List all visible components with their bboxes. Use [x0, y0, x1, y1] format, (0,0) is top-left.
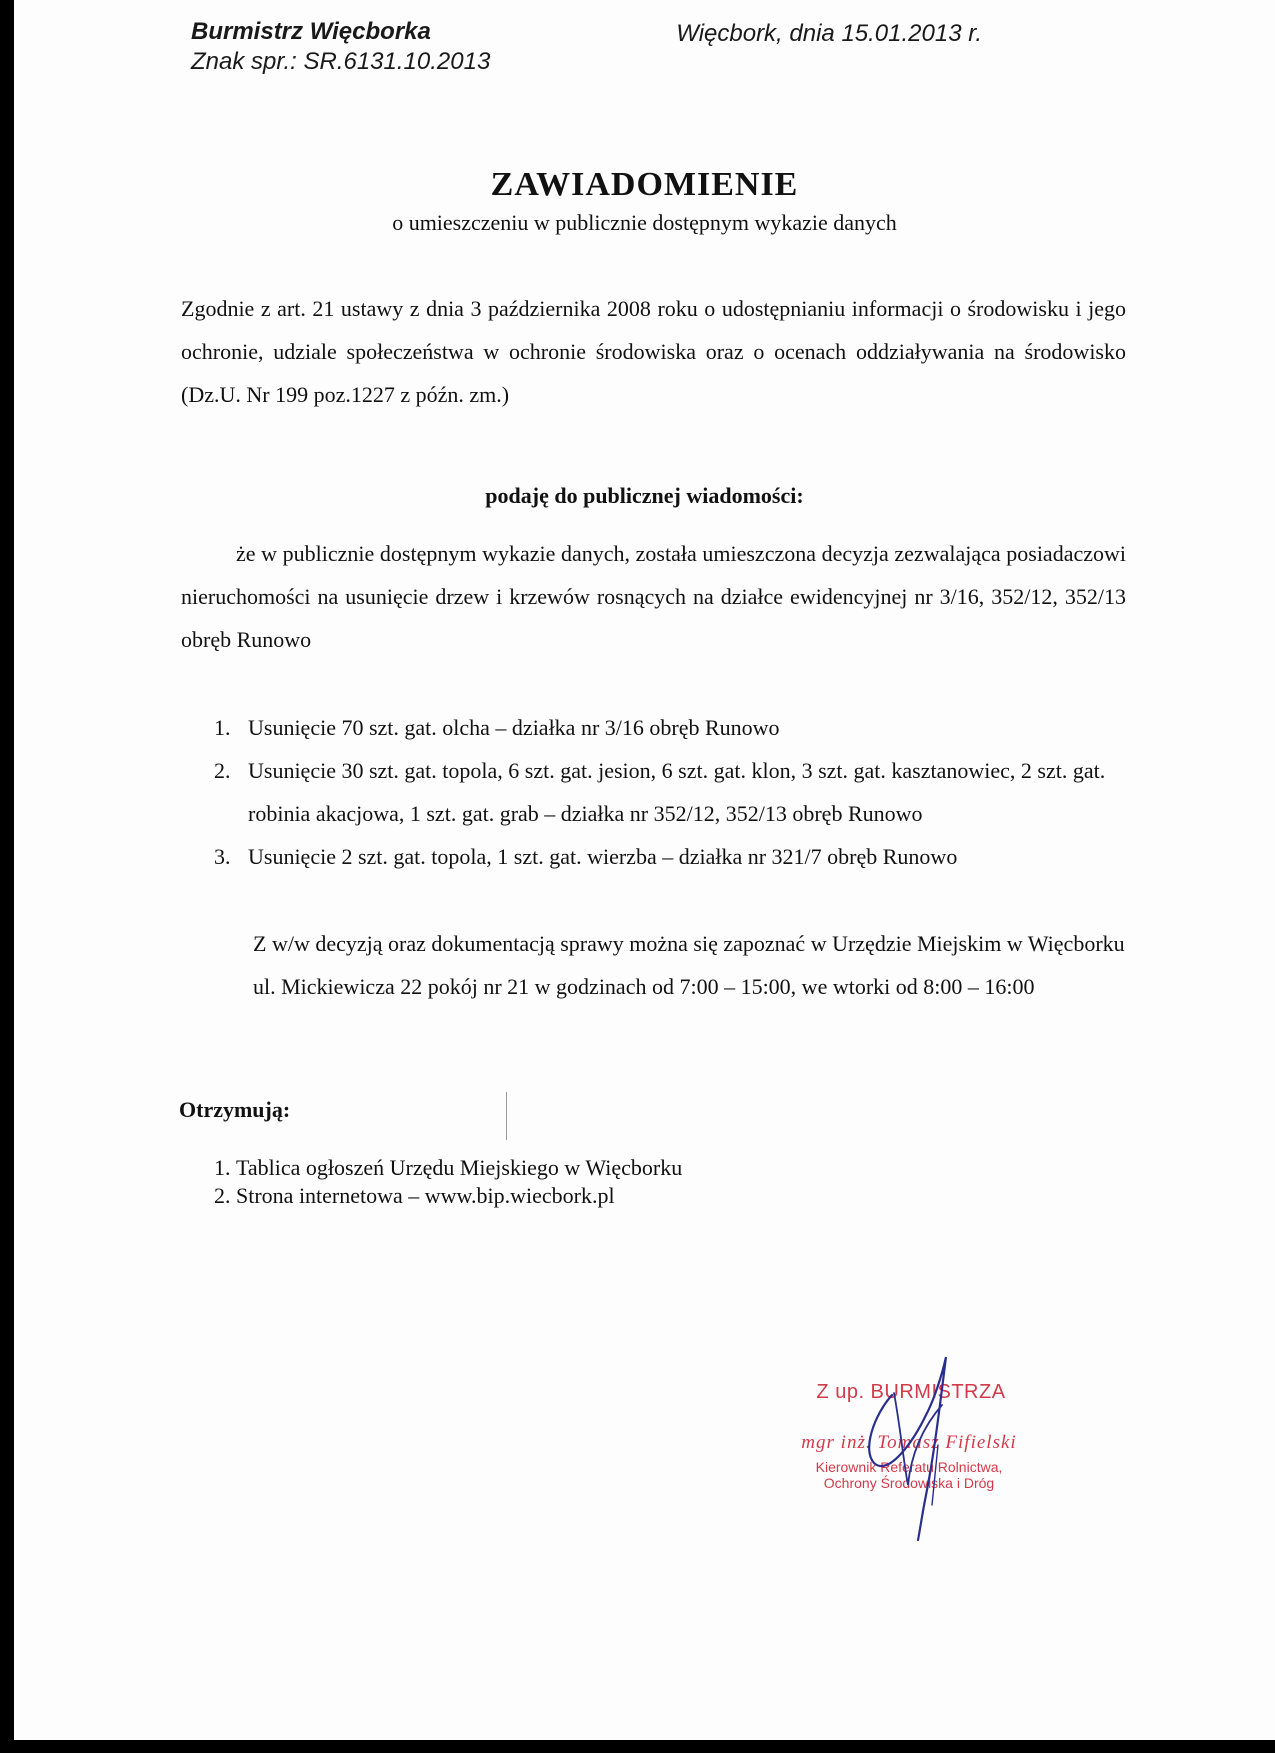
list-item-number: 3. — [214, 844, 231, 869]
announcement-heading: podaję do publicznej wiadomości: — [485, 483, 804, 508]
list-item — [214, 706, 1149, 749]
list-item-text: Usunięcie 70 szt. gat. olcha – działka nr 3/16 obręb Runowo — [248, 715, 780, 740]
scan-mark — [506, 1092, 507, 1140]
recipients-heading: Otrzymują: — [179, 1097, 291, 1122]
issuing-authority: Burmistrz Więcborka — [191, 18, 431, 45]
decision-paragraph: że w publicznie dostępnym wykazie danych, została umieszczona decyzja zezwalająca posiadaczowi nieruchomości na usunięcie drzew i krzewów rosnących na działce ewidencyjnej nr 3/16, 352/12, 352/13 obręb Runowo — [181, 541, 1126, 652]
list-item-text: Usunięcie 30 szt. gat. topola, 6 szt. gat. jesion, 6 szt. gat. klon, 3 szt. gat. kasztanowiec, 2 szt. gat. robinia akacjowa, 1 szt. gat. grab – działka nr 352/12, 352/13 obręb Runowo — [248, 758, 1106, 826]
handwritten-signature — [834, 1345, 984, 1545]
place-and-date: Więcbork, dnia 15.01.2013 r. — [676, 20, 982, 47]
list-item — [214, 1154, 682, 1182]
list-item-number: 2. — [214, 758, 231, 783]
list-item-text: Tablica ogłoszeń Urzędu Miejskiego w Więcborku — [236, 1155, 683, 1180]
document-subtitle: o umieszczeniu w publicznie dostępnym wykazie danych — [392, 210, 897, 235]
reference-number: Znak spr.: SR.6131.10.2013 — [191, 48, 491, 75]
document-title: ZAWIADOMIENIE — [490, 166, 799, 203]
stamp-line: Z up. BURMISTRZA — [816, 1381, 1006, 1403]
stamp-name: mgr inż. Tomasz Fifielski — [801, 1432, 1017, 1453]
document-page — [14, 0, 1275, 1740]
list-item-number: 2. — [214, 1183, 231, 1208]
stamp-line: Kierownik Referatu Rolnictwa, — [815, 1459, 1003, 1475]
list-item-number: 1. — [214, 715, 231, 740]
access-info-paragraph: Z w/w decyzją oraz dokumentacją sprawy można się zapoznać w Urzędzie Miejskim w Więcborku ul. Mickiewicza 22 pokój nr 21 w godzinach od 7:00 – 15:00, we wtorki od 8:00 – 16:00 — [253, 931, 1125, 999]
list-item — [214, 749, 1149, 835]
tree-removal-list — [214, 706, 1149, 878]
legal-basis-paragraph: Zgodnie z art. 21 ustawy z dnia 3 października 2008 roku o udostępnianiu informacji o środowisku i jego ochronie, udziale społeczeństwa w ochronie środowiska oraz o ocenach oddziaływania na środowisko (Dz.U. Nr 199 poz.1227 z późn. zm.) — [181, 296, 1126, 407]
stamp-line: Ochrony Środowiska i Dróg — [823, 1475, 995, 1491]
list-item-text: Usunięcie 2 szt. gat. topola, 1 szt. gat. wierzba – działka nr 321/7 obręb Runowo — [248, 844, 958, 869]
list-item — [214, 1182, 682, 1210]
list-item-number: 1. — [214, 1155, 231, 1180]
list-item-text: Strona internetowa – www.bip.wiecbork.pl — [236, 1183, 615, 1208]
recipients-list — [214, 1154, 682, 1210]
list-item — [214, 835, 1149, 878]
